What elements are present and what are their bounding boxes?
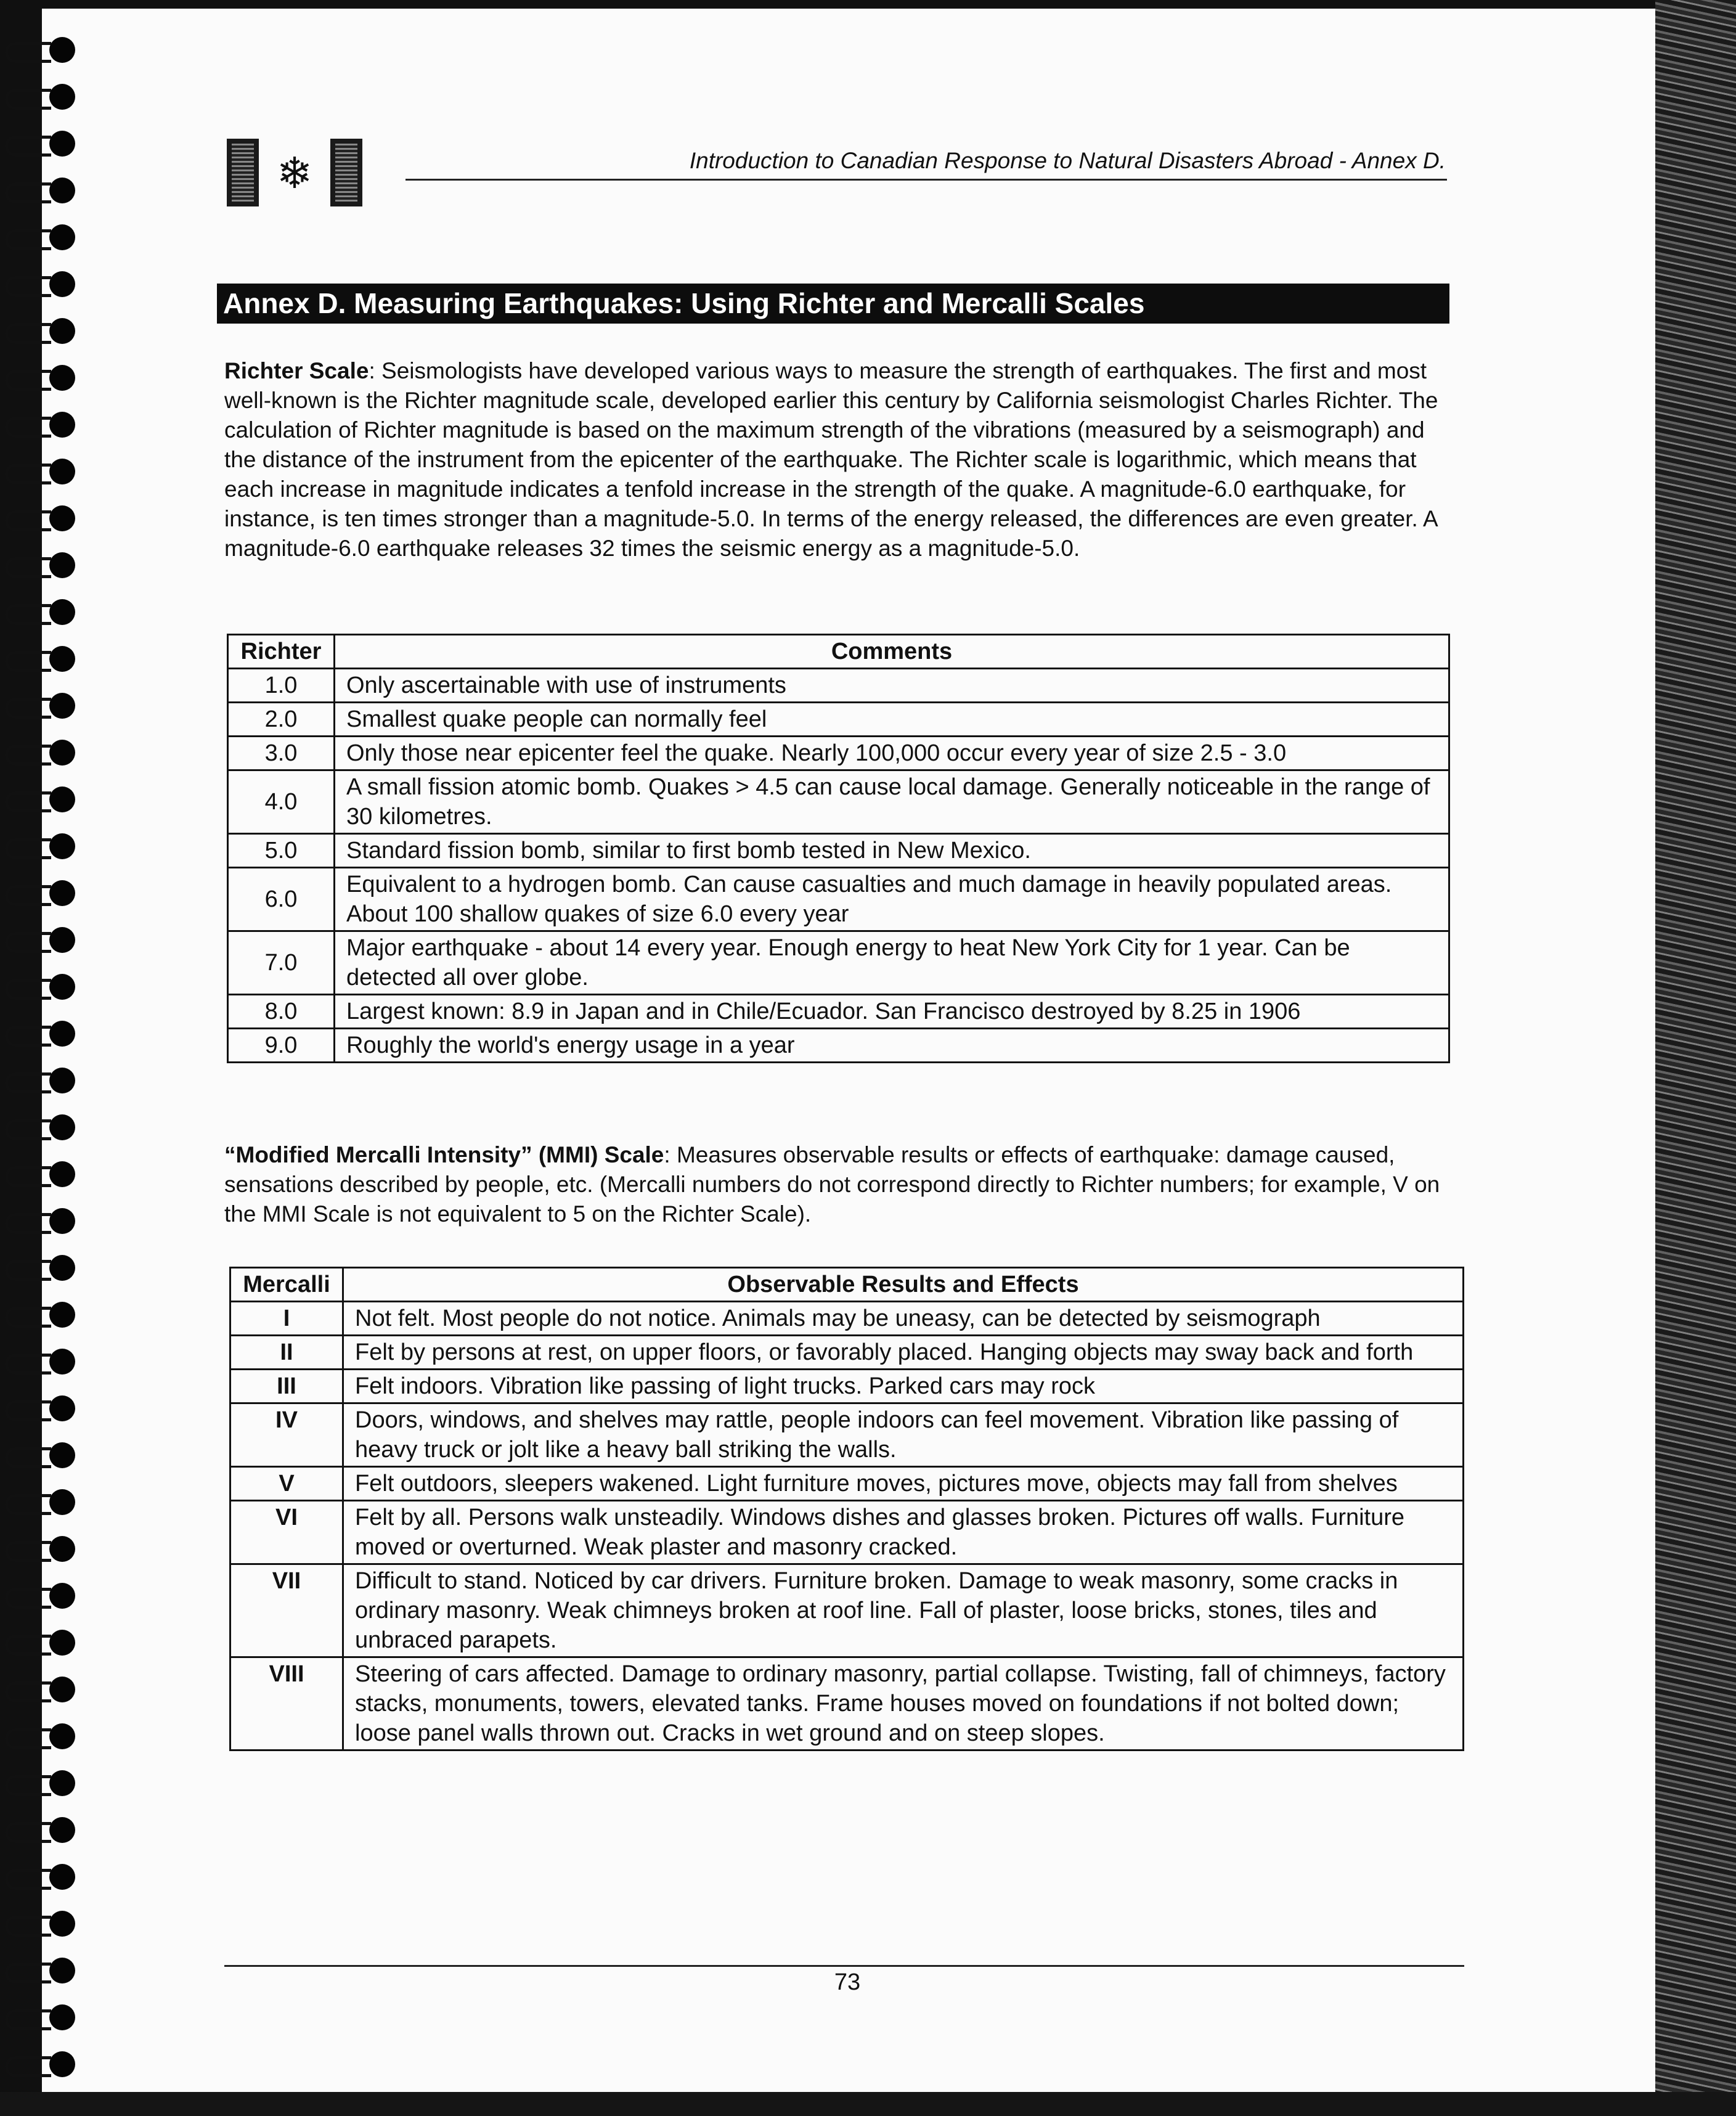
binding-ring: [5, 1489, 76, 1514]
richter-row: [228, 770, 1449, 834]
mercalli-row: [230, 1370, 1464, 1403]
binding-ring: [5, 1630, 76, 1654]
binding-ring: [5, 1723, 76, 1748]
mercalli-row: [230, 1501, 1464, 1564]
binding-ring: [5, 1349, 76, 1373]
binding-ring: [5, 1817, 76, 1842]
binding-ring: [5, 693, 76, 717]
section-title: Annex D. Measuring Earthquakes: Using Richter and Mercalli Scales: [217, 284, 1449, 324]
mercalli-value: IV: [230, 1403, 343, 1467]
richter-table: [227, 634, 1450, 1063]
binding-ring: [5, 974, 76, 999]
binding-ring: [5, 318, 76, 343]
flag-bar-left: [227, 139, 259, 206]
footer-rule: [224, 1965, 1464, 1967]
binding-ring: [5, 412, 76, 436]
effects-col-header: Observable Results and Effects: [343, 1268, 1464, 1302]
page-number: 73: [834, 1969, 861, 1995]
richter-value: 8.0: [228, 995, 335, 1029]
richter-comment: Smallest quake people can normally feel: [335, 703, 1449, 737]
binding-ring: [5, 1021, 76, 1045]
richter-row: [228, 669, 1449, 703]
richter-value: 4.0: [228, 770, 335, 834]
richter-comment: Major earthquake - about 14 every year. Enough energy to heat New York City for 1 year. Can be detected all over globe.: [335, 931, 1449, 995]
richter-value: 5.0: [228, 834, 335, 868]
richter-comment: Equivalent to a hydrogen bomb. Can cause casualties and much damage in heavily populated areas. About 100 shallow quakes of size 6.0 every year: [335, 868, 1449, 931]
mercalli-row: [230, 1336, 1464, 1370]
binding-ring: [5, 740, 76, 764]
mercalli-intro-text: : Measures observable results or effects of earthquake: damage caused, sensations described by people, etc. (Mercalli numbers do not correspond directly to Richter numbers; for example, V on the MMI Scale is not equivalent to 5 on the Richter Scale).: [224, 1142, 1440, 1227]
richter-comment: Roughly the world's energy usage in a year: [335, 1029, 1449, 1063]
richter-value: 1.0: [228, 669, 335, 703]
binding-ring: [5, 1068, 76, 1092]
mercalli-effect: Felt by persons at rest, on upper floors, or favorably placed. Hanging objects may sway back and forth: [343, 1336, 1464, 1370]
mercalli-table: [229, 1267, 1464, 1751]
richter-value: 6.0: [228, 868, 335, 931]
richter-row: [228, 1029, 1449, 1063]
binding-ring: [5, 599, 76, 624]
binding-ring: [5, 1583, 76, 1607]
mercalli-row: [230, 1657, 1464, 1750]
binding-ring: [5, 646, 76, 671]
mercalli-effect: Doors, windows, and shelves may rattle, people indoors can feel movement. Vibration like passing of heavy truck or jolt like a heavy ball striking the walls.: [343, 1403, 1464, 1467]
mercalli-col-header: Mercalli: [230, 1268, 343, 1302]
mercalli-value: VII: [230, 1564, 343, 1657]
richter-comment: A small fission atomic bomb. Quakes > 4.5 can cause local damage. Generally noticeable in the range of 30 kilometres.: [335, 770, 1449, 834]
mercalli-row: [230, 1403, 1464, 1467]
binding-ring: [5, 2004, 76, 2029]
richter-comment: Standard fission bomb, similar to first bomb tested in New Mexico.: [335, 834, 1449, 868]
richter-col-header: Richter: [228, 635, 335, 669]
richter-comment: Largest known: 8.9 in Japan and in Chile/Ecuador. San Francisco destroyed by 8.25 in 1906: [335, 995, 1449, 1029]
mercalli-effect: Felt indoors. Vibration like passing of light trucks. Parked cars may rock: [343, 1370, 1464, 1403]
richter-value: 2.0: [228, 703, 335, 737]
mercalli-value: VIII: [230, 1657, 343, 1750]
binding-ring: [5, 178, 76, 202]
binding-ring: [5, 505, 76, 530]
maple-leaf-icon: ❄: [276, 149, 313, 197]
richter-row: [228, 931, 1449, 995]
richter-comment: Only those near epicenter feel the quake. Nearly 100,000 occur every year of size 2.5 - 3.0: [335, 737, 1449, 770]
binding-ring: [5, 1911, 76, 1935]
binding-ring: [5, 1536, 76, 1561]
mercalli-effect: Difficult to stand. Noticed by car drivers. Furniture broken. Damage to weak masonry, some cracks in ordinary masonry. Weak chimneys broken at roof line. Fall of plaster, loose bricks, stones, tiles and unbraced parapets.: [343, 1564, 1464, 1657]
binding-ring: [5, 880, 76, 905]
richter-row: [228, 703, 1449, 737]
binding-ring: [5, 1255, 76, 1280]
binding-ring: [5, 1395, 76, 1420]
mercalli-value: III: [230, 1370, 343, 1403]
mercalli-effect: Steering of cars affected. Damage to ordinary masonry, partial collapse. Twisting, fall of chimneys, factory stacks, monuments, towers, elevated tanks. Frame houses moved on foundations if not bolted down; loose panel walls thrown out. Cracks in wet ground and on steep slopes.: [343, 1657, 1464, 1750]
binding-ring: [5, 459, 76, 483]
mercalli-intro-label: “Modified Mercalli Intensity” (MMI) Scale: [224, 1142, 664, 1167]
binding-ring: [5, 1770, 76, 1795]
richter-value: 7.0: [228, 931, 335, 995]
binding-ring: [5, 833, 76, 858]
mercalli-value: V: [230, 1467, 343, 1501]
binding-ring: [5, 2051, 76, 2076]
scan-edge-right: [1655, 0, 1736, 2116]
binding-ring: [5, 927, 76, 952]
comments-col-header: Comments: [335, 635, 1449, 669]
mercalli-value: II: [230, 1336, 343, 1370]
richter-intro-text: : Seismologists have developed various ways to measure the strength of earthquakes. The first and most well-known is the Richter magnitude scale, developed earlier this century by California seismologist Charles Richter. The calculation of Richter magnitude is based on the maximum strength of the vibrations (measured by a seismograph) and the distance of the instrument from the epicenter of the earthquake. The Richter scale is logarithmic, which means that each increase in magnitude indicates a tenfold increase in the strength of the quake. A magnitude-6.0 earthquake, for instance, is ten times stronger than a magnitude-5.0. In terms of the energy released, the differences are even greater. A magnitude-6.0 earthquake releases 32 times the seismic energy as a magnitude-5.0.: [224, 358, 1438, 561]
richter-row: [228, 868, 1449, 931]
mercalli-row: [230, 1302, 1464, 1336]
binding-ring: [5, 1208, 76, 1233]
binding-ring: [5, 1442, 76, 1467]
richter-intro-label: Richter Scale: [224, 358, 369, 383]
binding-ring: [5, 552, 76, 577]
richter-comment: Only ascertainable with use of instruments: [335, 669, 1449, 703]
header-rule: [405, 179, 1447, 181]
spiral-binding: [0, 37, 92, 2089]
mercalli-value: VI: [230, 1501, 343, 1564]
richter-row: [228, 834, 1449, 868]
binding-ring: [5, 1114, 76, 1139]
binding-ring: [5, 1958, 76, 1982]
flag-bar-right: [330, 139, 362, 206]
binding-ring: [5, 131, 76, 155]
binding-ring: [5, 1677, 76, 1701]
binding-ring: [5, 1864, 76, 1889]
binding-ring: [5, 84, 76, 108]
richter-row: [228, 737, 1449, 770]
mercalli-effect: Not felt. Most people do not notice. Animals may be uneasy, can be detected by seismograph: [343, 1302, 1464, 1336]
binding-ring: [5, 271, 76, 296]
binding-ring: [5, 37, 76, 62]
richter-value: 9.0: [228, 1029, 335, 1063]
mercalli-row: [230, 1467, 1464, 1501]
mercalli-effect: Felt outdoors, sleepers wakened. Light furniture moves, pictures move, objects may fall from shelves: [343, 1467, 1464, 1501]
richter-value: 3.0: [228, 737, 335, 770]
richter-row: [228, 995, 1449, 1029]
mercalli-row: [230, 1564, 1464, 1657]
binding-ring: [5, 1161, 76, 1186]
mercalli-intro-paragraph: [224, 1140, 1451, 1229]
mercalli-effect: Felt by all. Persons walk unsteadily. Windows dishes and glasses broken. Pictures off walls. Furniture moved or overturned. Weak plaster and masonry cracked.: [343, 1501, 1464, 1564]
running-header: Introduction to Canadian Response to Natural Disasters Abroad - Annex D.: [689, 148, 1446, 173]
canada-flag-logo: [227, 139, 362, 206]
binding-ring: [5, 224, 76, 249]
binding-ring: [5, 365, 76, 390]
mercalli-value: I: [230, 1302, 343, 1336]
richter-intro-paragraph: [224, 356, 1451, 563]
binding-ring: [5, 786, 76, 811]
binding-ring: [5, 1302, 76, 1326]
scan-edge-bottom: [0, 2092, 1736, 2116]
